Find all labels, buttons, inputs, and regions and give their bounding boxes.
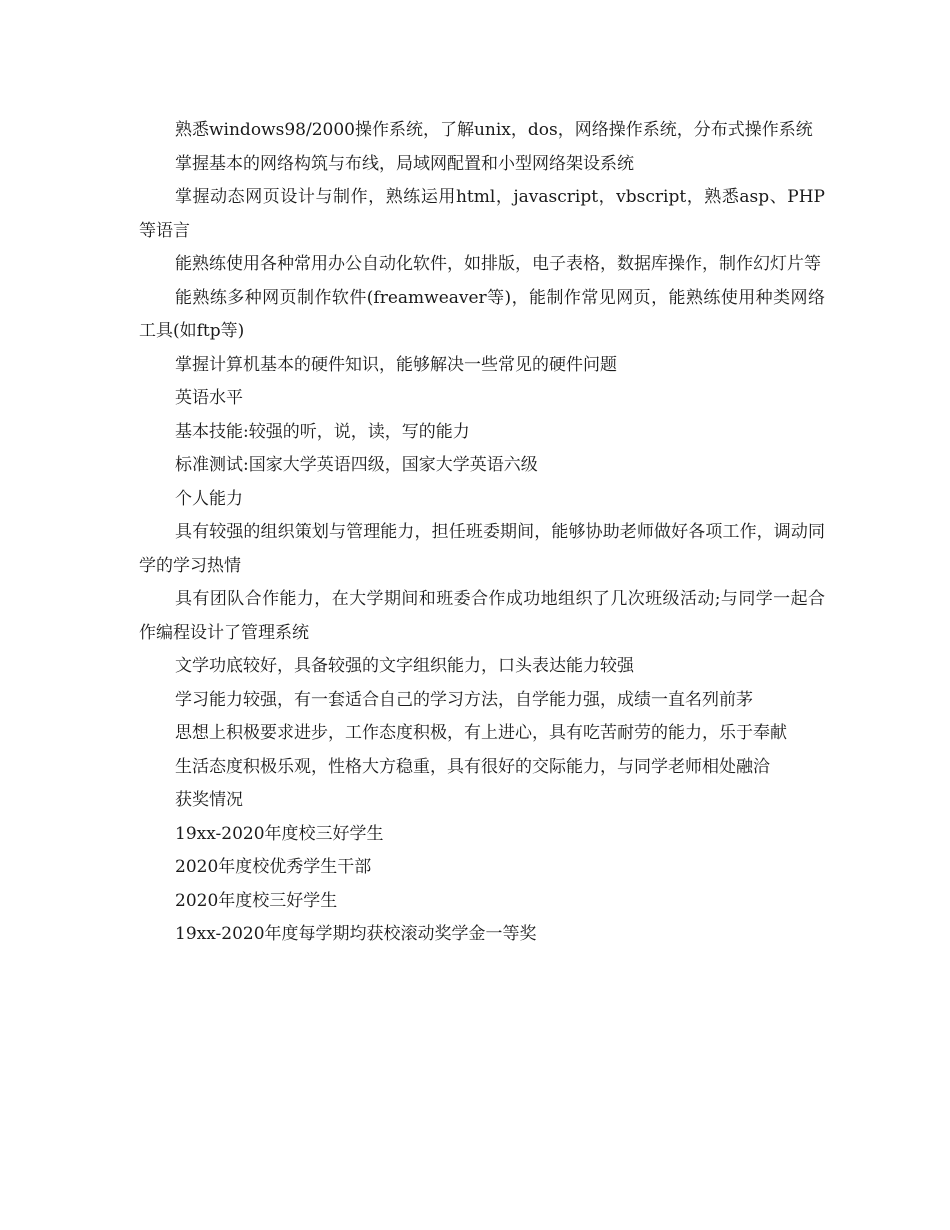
paragraph-office-skills: 能熟练使用各种常用办公自动化软件，如排版，电子表格，数据库操作，制作幻灯片等: [175, 254, 821, 274]
paragraph-os-skills: 熟悉windows98/2000操作系统，了解unix，dos，网络操作系统，分布式操作系统: [175, 120, 813, 140]
paragraph-hardware-skills: 掌握计算机基本的硬件知识，能够解决一些常见的硬件问题: [175, 354, 617, 375]
section-heading-awards: 获奖情况: [175, 790, 243, 810]
paragraph-learning-ability: 学习能力较强，有一套适合自己的学习方法，自学能力强，成绩一直名列前茅: [175, 689, 753, 710]
paragraph-web-tools-skills: 能熟练多种网页制作软件(freamweaver等)，能制作常见网页，能熟练使用种类网络工具(如ftp等): [139, 287, 825, 341]
paragraph-web-design-skills: 掌握动态网页设计与制作，熟练运用html，javascript，vbscript，熟悉asp、PHP等语言: [139, 187, 825, 241]
paragraph-organization-ability: 具有较强的组织策划与管理能力，担任班委期间，能够协助老师做好各项工作，调动同学的学习热情: [139, 522, 825, 576]
paragraph-network-skills: 掌握基本的网络构筑与布线，局域网配置和小型网络架设系统: [175, 153, 634, 174]
paragraph-english-tests: 标准测试:国家大学英语四级，国家大学英语六级: [175, 455, 538, 475]
award-item: 19xx-2020年度每学期均获校滚动奖学金一等奖: [175, 924, 537, 944]
paragraph-teamwork-ability: 具有团队合作能力，在大学期间和班委合作成功地组织了几次班级活动;与同学一起合作编程设计了管理系统: [139, 589, 825, 643]
paragraph-english-basic: 基本技能:较强的听，说，读，写的能力: [175, 421, 470, 442]
award-item: 19xx-2020年度校三好学生: [175, 823, 384, 844]
section-heading-abilities: 个人能力: [175, 488, 243, 509]
award-item: 2020年度校优秀学生干部: [175, 857, 372, 877]
paragraph-personality: 生活态度积极乐观，性格大方稳重，具有很好的交际能力，与同学老师相处融洽: [175, 756, 770, 777]
document-body: [139, 114, 825, 952]
section-heading-english: 英语水平: [175, 388, 243, 408]
paragraph-attitude: 思想上积极要求进步，工作态度积极，有上进心，具有吃苦耐劳的能力，乐于奉献: [175, 723, 787, 743]
award-item: 2020年度校三好学生: [175, 890, 338, 911]
paragraph-writing-ability: 文学功底较好，具备较强的文字组织能力，口头表达能力较强: [175, 656, 634, 676]
